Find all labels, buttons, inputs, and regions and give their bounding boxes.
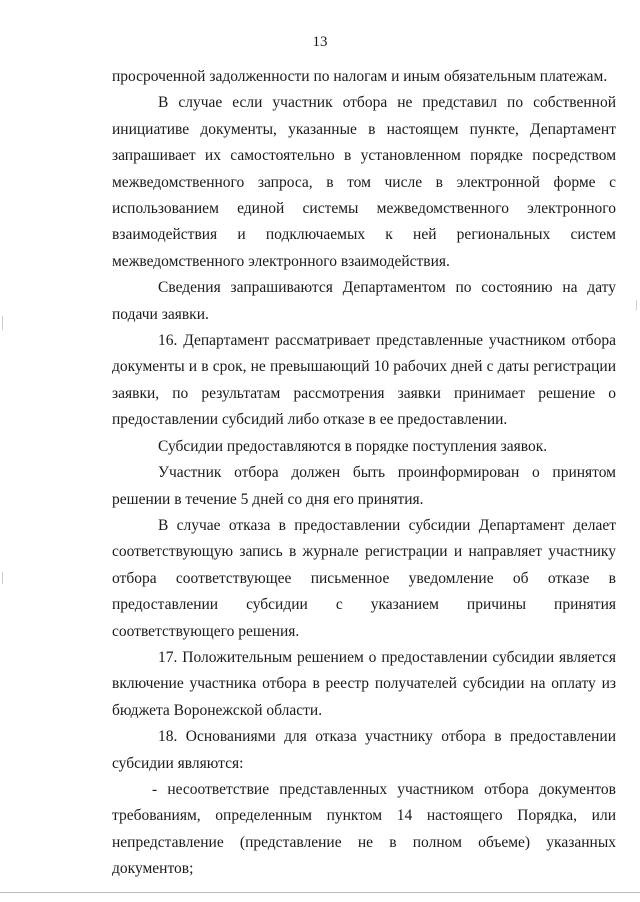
paragraph-refusal-notice: В случае отказа в предоставлении субсидии Департамент делает соответствующую запись в журнале регистрации и направляет участнику отбора соответствующее письменное уведомление об отказе в предоставлении субсидии с указанием причины принятия соответствующего решения. bbox=[112, 516, 616, 640]
scan-margin-mark bbox=[2, 572, 3, 584]
paragraph-interagency-request: В случае если участник отбора не представил по собственной инициативе документы, указанные в настоящем пункте, Департамент запрашивает их самостоятельно в установленном порядке посредством межведомственного запроса, в том числе в электронной форме с использованием единой системы межведомственного электронного взаимодействия и подключаемых к ней региональных систем межведомственного электронного взаимодействия. bbox=[112, 94, 616, 270]
list-item-refusal-ground: - несоответствие представленных участником отбора документов требованиям, определенным пунктом 14 настоящего Порядка, или непредставление (представление не в полном объеме) указанных документов; bbox=[112, 780, 616, 878]
paragraph-order-of-subsidies: Субсидии предоставляются в порядке поступления заявок. bbox=[158, 437, 548, 455]
scan-margin-mark bbox=[636, 300, 637, 310]
paragraph-item-17: 17. Положительным решением о предоставлении субсидии является включение участника отбора в реестр получателей субсидии на оплату из бюджета Воронежской области. bbox=[112, 648, 616, 719]
paragraph-continuation: просроченной задолженности по налогам и иным обязательным платежам. bbox=[112, 68, 608, 85]
paragraph-item-16: 16. Департамент рассматривает представленные участником отбора документы и в срок, не превышающий 10 рабочих дней с даты регистрации заявки, по результатам рассмотрения заявки принимает решение о предоставлении субсидий либо отказе в ее предоставлении. bbox=[112, 332, 616, 429]
scan-margin-mark bbox=[2, 316, 3, 330]
paragraph-notification-term: Участник отбора должен быть проинформирован о принятом решении в течение 5 дней со дня его принятия. bbox=[112, 464, 616, 508]
document-body bbox=[112, 64, 616, 883]
scan-bottom-edge bbox=[0, 892, 640, 893]
paragraph-item-18: 18. Основаниями для отказа участнику отбора в предоставлении субсидии являются: bbox=[112, 728, 616, 772]
page-number: 13 bbox=[312, 34, 328, 50]
paragraph-information-date: Сведения запрашиваются Департаментом по состоянию на дату подачи заявки. bbox=[112, 279, 616, 323]
